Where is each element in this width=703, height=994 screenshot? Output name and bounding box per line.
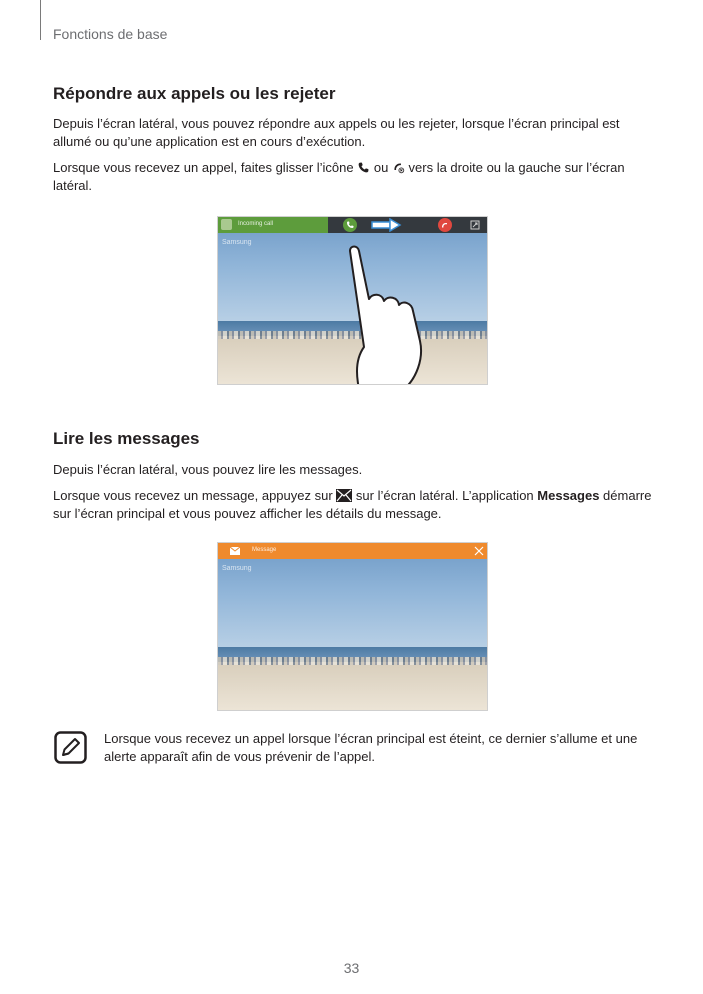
section-title-messages: Lire les messages — [53, 429, 200, 448]
reject-call-icon — [392, 161, 405, 174]
beach-sand — [218, 665, 487, 710]
swipe-arrow-icon — [368, 218, 402, 232]
note-pencil-icon — [54, 731, 87, 764]
calls-instruction-paragraph — [53, 159, 653, 195]
messages-instruction-paragraph — [53, 487, 653, 523]
screenshot-watermark: Samsung — [222, 239, 252, 246]
caller-label: Incoming call — [238, 221, 274, 227]
reject-call-button[interactable] — [438, 218, 452, 232]
calls-intro-paragraph: Depuis l’écran latéral, vous pouvez répondre aux appels ou les rejeter, lorsque l’écran principal est allumé ou qu’une application est en cours d’exécution. — [53, 116, 620, 149]
sender-label: Message — [252, 547, 277, 553]
messages-instruction-text-2: sur l’écran latéral. L’application — [352, 488, 538, 503]
call-screenshot — [217, 216, 488, 385]
expand-icon[interactable] — [470, 220, 480, 230]
message-envelope-icon — [336, 489, 352, 502]
messages-instruction-text-1: Lorsque vous recevez un message, appuyez sur — [53, 488, 337, 503]
page-number: 33 — [343, 960, 360, 976]
edge-call-bar — [218, 217, 487, 233]
calls-instruction-text-3: vers la droite ou la gauche sur l’écran latéral. — [53, 160, 625, 193]
accept-call-icon — [357, 161, 370, 174]
screenshot-watermark: Samsung — [222, 565, 252, 572]
messages-instruction-text-3: démarre sur l’écran principal et vous pouvez afficher les détails du message. — [53, 488, 652, 521]
message-notification-icon[interactable] — [230, 547, 240, 555]
note-text: Lorsque vous recevez un appel lorsque l’écran principal est éteint, ce dernier s’allume et une alerte apparaît afin de vous prévenir de l’appel. — [104, 731, 638, 764]
edge-message-bar — [218, 543, 487, 559]
message-screenshot — [217, 542, 488, 711]
messages-app-name: Messages — [537, 488, 600, 503]
calls-instruction-text-1: Lorsque vous recevez un appel, faites glisser l’icône — [53, 160, 358, 175]
section-header: Fonctions de base — [53, 26, 168, 42]
margin-rule — [40, 0, 41, 40]
caller-avatar — [221, 219, 232, 230]
calls-instruction-text-2: ou — [370, 160, 392, 175]
accept-call-button[interactable] — [343, 218, 357, 232]
section-title-calls: Répondre aux appels ou les rejeter — [53, 84, 336, 103]
swipe-hand-icon — [344, 237, 464, 385]
close-icon[interactable] — [474, 546, 484, 556]
messages-intro-paragraph: Depuis l’écran latéral, vous pouvez lire les messages. — [53, 462, 363, 477]
